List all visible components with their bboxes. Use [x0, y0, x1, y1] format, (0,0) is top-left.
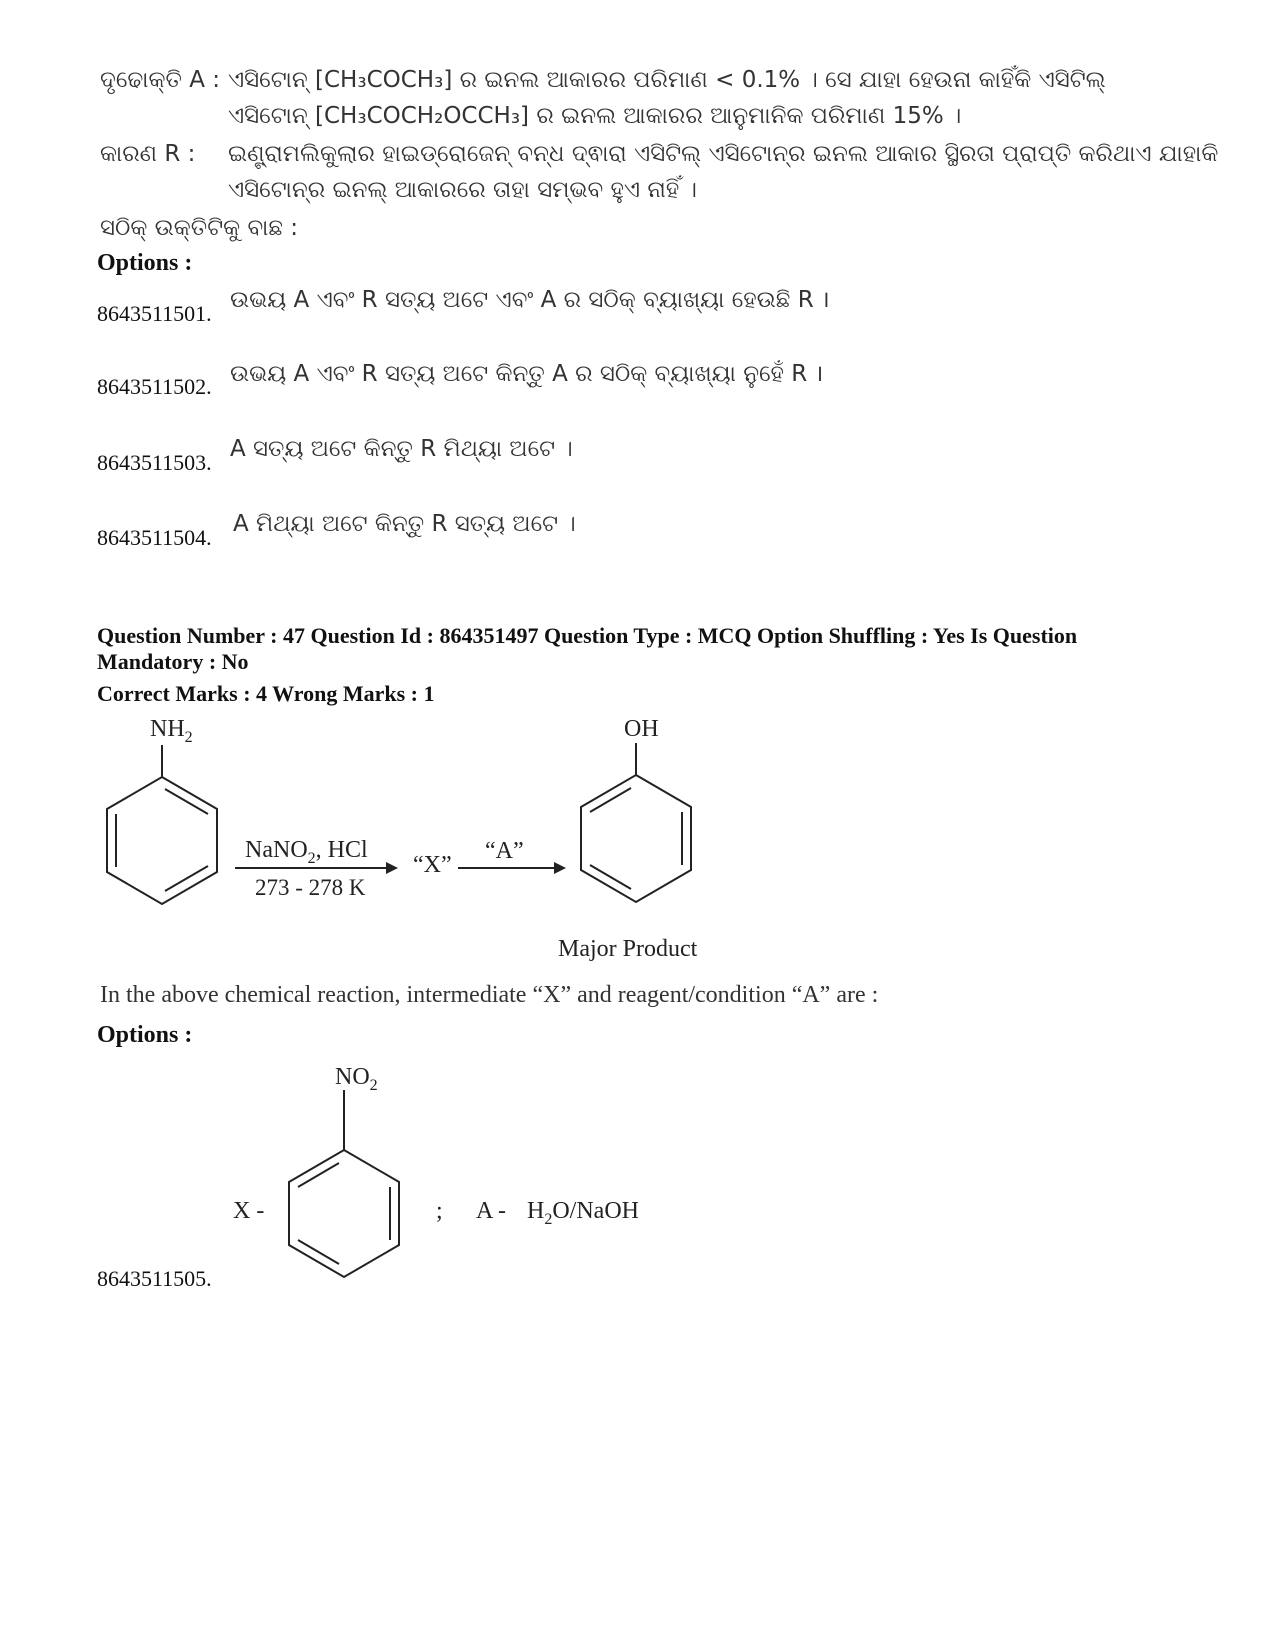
- reason-line-1: ଇଣ୍ଟ୍ରାମଲିକୁଲାର ହାଇଡ୍ରୋଜେନ୍ ବନ୍ଧ ଦ୍ଵାରା ଏସିଟିଲ୍ ଏସିଟୋନ୍‌ର ଇନଲ ଆକାର ସ୍ଥିରତା ପ୍ରାପ୍ତି କରିଥାଏ ଯାହାକି: [228, 141, 1219, 167]
- assertion-label: ଦୃଢୋକ୍ତି A :: [100, 67, 221, 93]
- assertion-line-1: ଏସିଟୋନ୍ [CH₃COCH₃] ର ଇନଲ ଆକାରର ପରିମାଣ < 0.1% । ସେ ଯାହା ହେଉନା କାହିଁକି ଏସିଟିଲ୍: [228, 67, 1106, 93]
- arrowhead-2: [554, 862, 566, 874]
- aniline-benzene-ring: [107, 745, 217, 904]
- option-text[interactable]: A ସତ୍ୟ ଅଟେ କିନ୍ତୁ R ମିଥ୍ୟା ଅଟେ ।: [230, 436, 573, 462]
- option-text[interactable]: ଉଭୟ A ଏବଂ R ସତ୍ୟ ଅଟେ ଏବଂ A ର ସଠିକ୍ ବ୍ୟାଖ୍ୟା ହେଉଛି R ।: [230, 287, 830, 313]
- reagent-bottom-label: 273 - 278 K: [255, 875, 366, 900]
- nitrobenzene-ring: [289, 1090, 399, 1277]
- options-label: Options :: [97, 250, 193, 276]
- question-stem: In the above chemical reaction, intermediate “X” and reagent/condition “A” are :: [100, 982, 879, 1008]
- option-group-label: $NO_2$: [335, 1064, 378, 1094]
- product-label: Major Product: [558, 936, 698, 962]
- option-text[interactable]: ଉଭୟ A ଏବଂ R ସତ୍ୟ ଅଟେ କିନ୍ତୁ A ର ସଠିକ୍ ବ୍ୟାଖ୍ୟା ନୁହେଁ R ।: [230, 361, 824, 387]
- reactant-group-label: $NH_2$: [150, 716, 193, 746]
- instruction-text: ସଠିକ୍ ଉକ୍ତିଟିକୁ ବାଛ :: [100, 215, 299, 241]
- product-group-label: OH: [624, 716, 659, 742]
- option-a-label: A -: [476, 1198, 506, 1224]
- assertion-line-2: ଏସିଟୋନ୍ [CH₃COCH₂OCCH₃] ର ଇନଲ ଆକାରର ଆନୁମାନିକ ପରିମାଣ 15% ।: [228, 103, 962, 129]
- question-meta-line-1: Question Number : 47 Question Id : 864351497 Question Type : MCQ Option Shuffling : Yes Is Question: [97, 623, 1078, 648]
- option-a-reagent: $H_2O$/NaOH: [527, 1198, 639, 1228]
- reagent-top-label: NaNO$_2$, HCl: [245, 837, 368, 867]
- option-x-label: X -: [233, 1198, 265, 1224]
- option-separator: ;: [436, 1198, 443, 1224]
- option-id[interactable]: 8643511503.: [97, 450, 212, 475]
- marks-line: Correct Marks : 4 Wrong Marks : 1: [97, 681, 435, 706]
- question-meta-line-2: Mandatory : No: [97, 649, 249, 674]
- arrowhead-1: [386, 862, 398, 874]
- option-id[interactable]: 8643511505.: [97, 1266, 212, 1291]
- phenol-benzene-ring: [581, 743, 691, 902]
- reagent-a-label: “A”: [485, 838, 524, 864]
- option-id[interactable]: 8643511501.: [97, 301, 212, 326]
- option-text[interactable]: A ମିଥ୍ୟା ଅଟେ କିନ୍ତୁ R ସତ୍ୟ ଅଟେ ।: [233, 511, 576, 537]
- reason-label: କାରଣ R :: [100, 141, 196, 167]
- option-id[interactable]: 8643511504.: [97, 525, 212, 550]
- option-id[interactable]: 8643511502.: [97, 374, 212, 399]
- options-label: Options :: [97, 1022, 193, 1048]
- reason-line-2: ଏସିଟୋନ୍‌ର ଇନଲ୍ ଆକାରରେ ତାହା ସମ୍ଭବ ହୁଏ ନାହିଁ ।: [228, 177, 697, 203]
- intermediate-label: “X”: [413, 852, 452, 878]
